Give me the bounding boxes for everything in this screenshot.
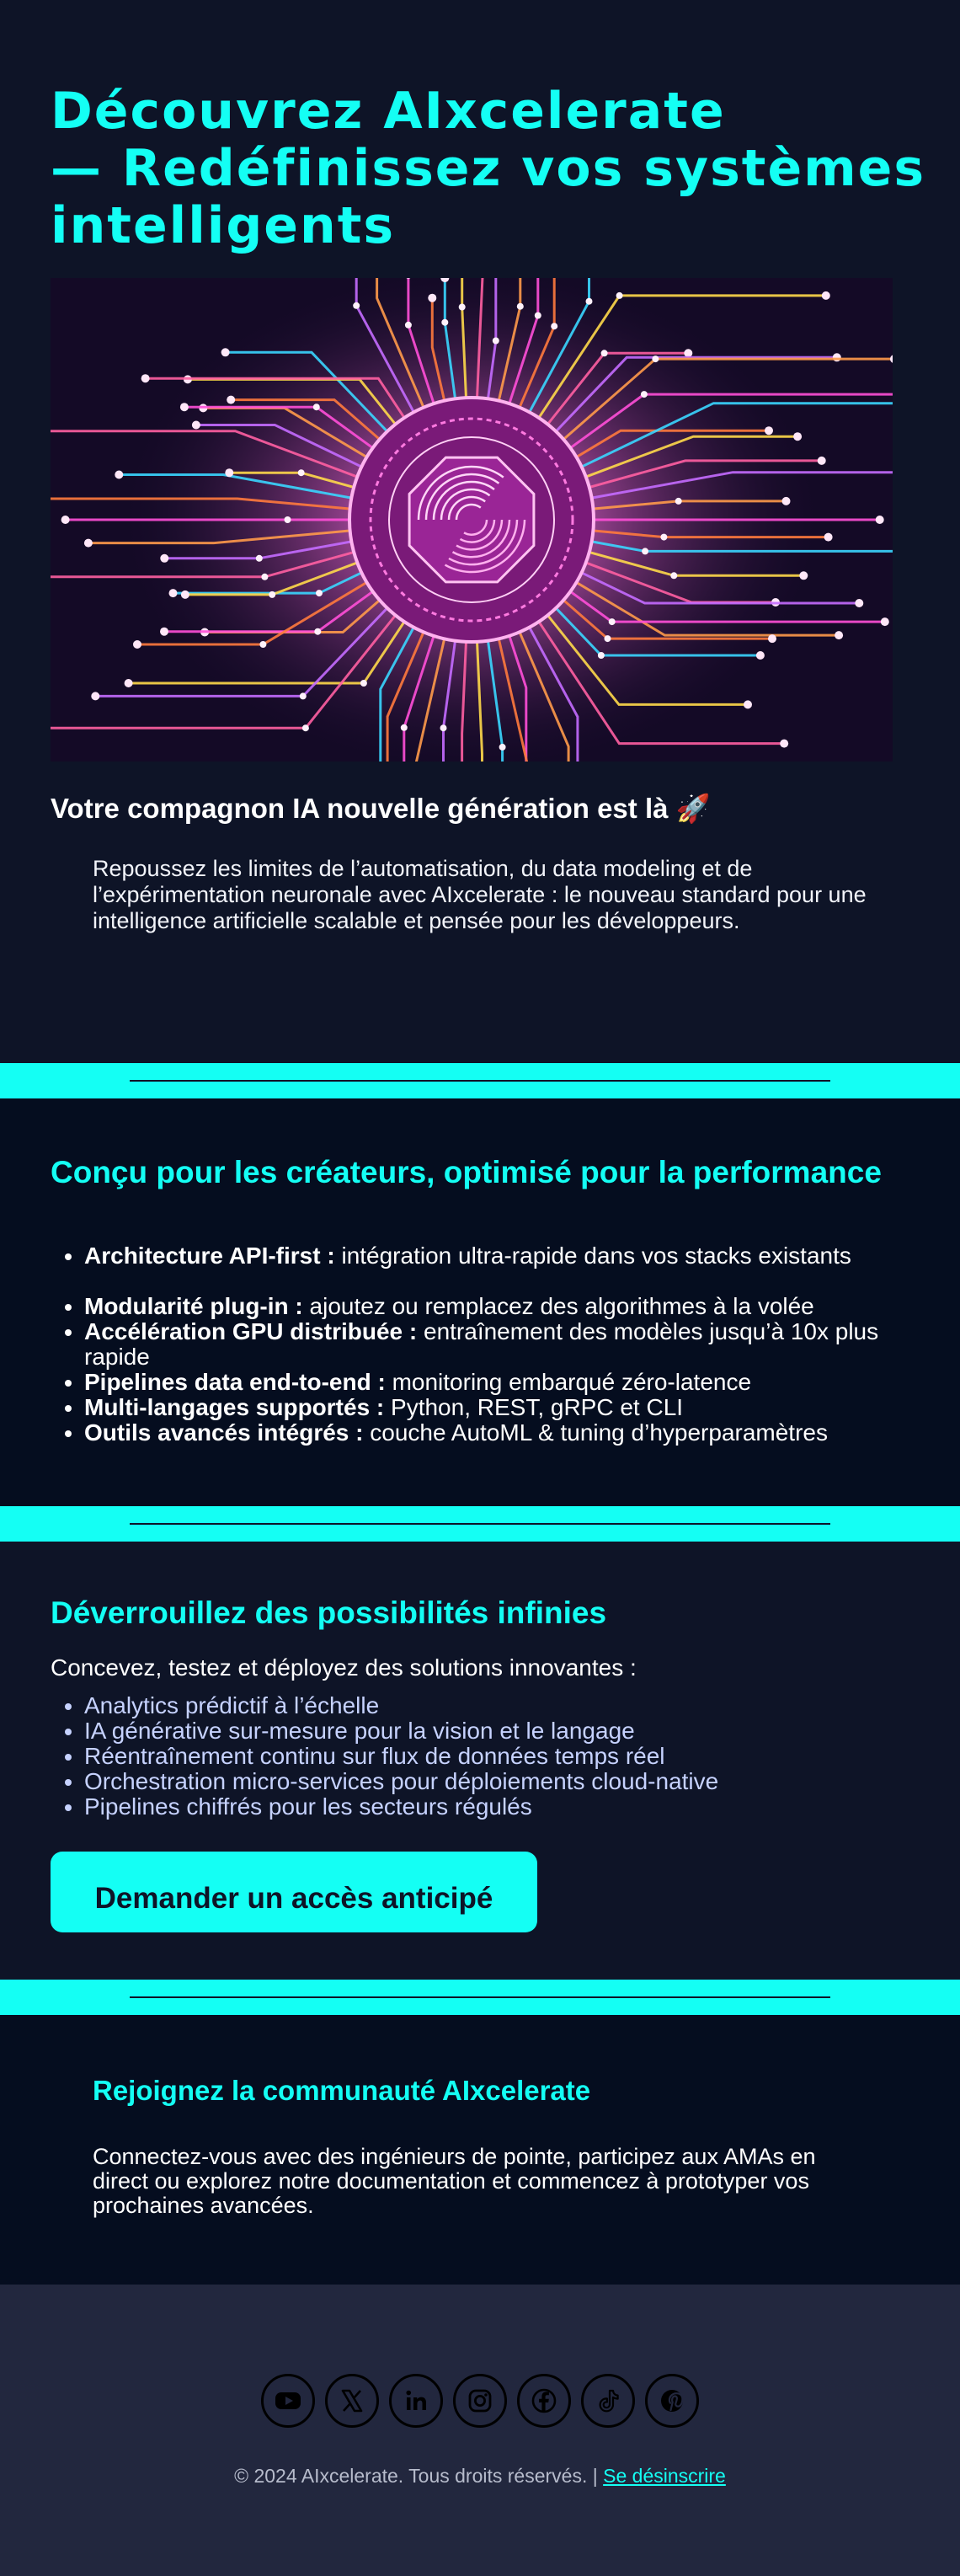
feature-text: Python, REST, gRPC et CLI xyxy=(384,1394,684,1420)
hero-title-line2: — Redéfinissez vos systèmes xyxy=(51,139,926,198)
feature-item xyxy=(84,1395,909,1420)
feature-label: Architecture API-first : xyxy=(84,1243,335,1269)
feature-text: ajoutez ou remplacez des algorithmes à la volée xyxy=(302,1293,814,1319)
divider-band xyxy=(0,1063,960,1098)
circuit-chip-illustration xyxy=(51,278,893,762)
possibilities-list xyxy=(84,1693,909,1820)
possibility-item: • Pipelines chiffrés pour les secteurs régulés xyxy=(84,1794,909,1820)
hero-title xyxy=(51,83,926,254)
possibility-item: • Analytics prédictif à l’échelle xyxy=(84,1693,909,1718)
copyright-text: © 2024 AIxcelerate. Tous droits réservés. | xyxy=(234,2465,604,2487)
hero-subtitle: Votre compagnon IA nouvelle génération est là 🚀 xyxy=(51,793,711,824)
tiktok-icon[interactable] xyxy=(581,2374,635,2428)
divider-band xyxy=(0,1980,960,2015)
possibilities-title: Déverrouillez des possibilités infinies xyxy=(51,1595,607,1630)
footer xyxy=(0,2285,960,2576)
feature-text: couche AutoML & tuning d’hyperparamètres xyxy=(363,1419,828,1446)
early-access-button[interactable]: Demander un accès anticipé xyxy=(51,1852,537,1932)
feature-label: Multi-langages supportés : xyxy=(84,1394,385,1420)
facebook-icon[interactable] xyxy=(517,2374,571,2428)
divider-band xyxy=(0,1506,960,1542)
features-title: Conçu pour les créateurs, optimisé pour la performance xyxy=(51,1155,882,1189)
hero-title-line1: Découvrez AIxcelerate xyxy=(51,82,726,141)
hero-image xyxy=(51,278,893,762)
social-links xyxy=(261,2374,699,2428)
community-section xyxy=(0,2015,960,2285)
feature-item xyxy=(84,1294,909,1319)
feature-text: monitoring embarqué zéro-latence xyxy=(385,1369,752,1395)
pinterest-icon[interactable] xyxy=(645,2374,699,2428)
hero-description: Repoussez les limites de l’automatisation, du data modeling et de l’expérimentation neuronale avec AIxcelerate : le nouveau standard pour une intelligence artificielle scalable et pensée pour les développeurs. xyxy=(93,856,867,933)
divider-line xyxy=(130,1996,830,1998)
possibility-item: • IA générative sur-mesure pour la vision et le langage xyxy=(84,1718,909,1744)
feature-item xyxy=(84,1319,909,1370)
possibilities-intro: Concevez, testez et déployez des solutions innovantes : xyxy=(51,1654,637,1681)
possibility-item: • Réentraînement continu sur flux de données temps réel xyxy=(84,1744,909,1769)
feature-text: entraînement des modèles jusqu’à 10x plus rapide xyxy=(84,1318,879,1370)
features-section xyxy=(0,1098,960,1506)
divider-line xyxy=(130,1080,830,1082)
feature-item xyxy=(84,1243,909,1269)
x-icon[interactable] xyxy=(325,2374,379,2428)
linkedin-icon[interactable] xyxy=(389,2374,443,2428)
instagram-icon[interactable] xyxy=(453,2374,507,2428)
feature-label: Accélération GPU distribuée : xyxy=(84,1318,418,1344)
footer-copyright xyxy=(0,2463,960,2488)
feature-label: Outils avancés intégrés : xyxy=(84,1419,364,1446)
feature-label: Pipelines data end-to-end : xyxy=(84,1369,386,1395)
feature-text: intégration ultra-rapide dans vos stacks existants xyxy=(334,1243,851,1269)
feature-label: Modularité plug-in : xyxy=(84,1293,303,1319)
hero-section xyxy=(0,0,960,1063)
hero-title-line3: intelligents xyxy=(51,196,396,255)
divider-line xyxy=(130,1523,830,1525)
community-description: Connectez-vous avec des ingénieurs de pointe, participez aux AMAs en direct ou explorez notre documentation et commencez à prototyper vos prochaines avancées. xyxy=(93,2144,816,2218)
feature-item xyxy=(84,1420,909,1446)
unsubscribe-link[interactable]: Se désinscrire xyxy=(603,2465,726,2487)
features-list xyxy=(84,1243,909,1446)
youtube-icon[interactable] xyxy=(261,2374,315,2428)
feature-item xyxy=(84,1370,909,1395)
community-title: Rejoignez la communauté AIxcelerate xyxy=(93,2075,591,2106)
possibility-item: • Orchestration micro-services pour déploiements cloud-native xyxy=(84,1769,909,1794)
